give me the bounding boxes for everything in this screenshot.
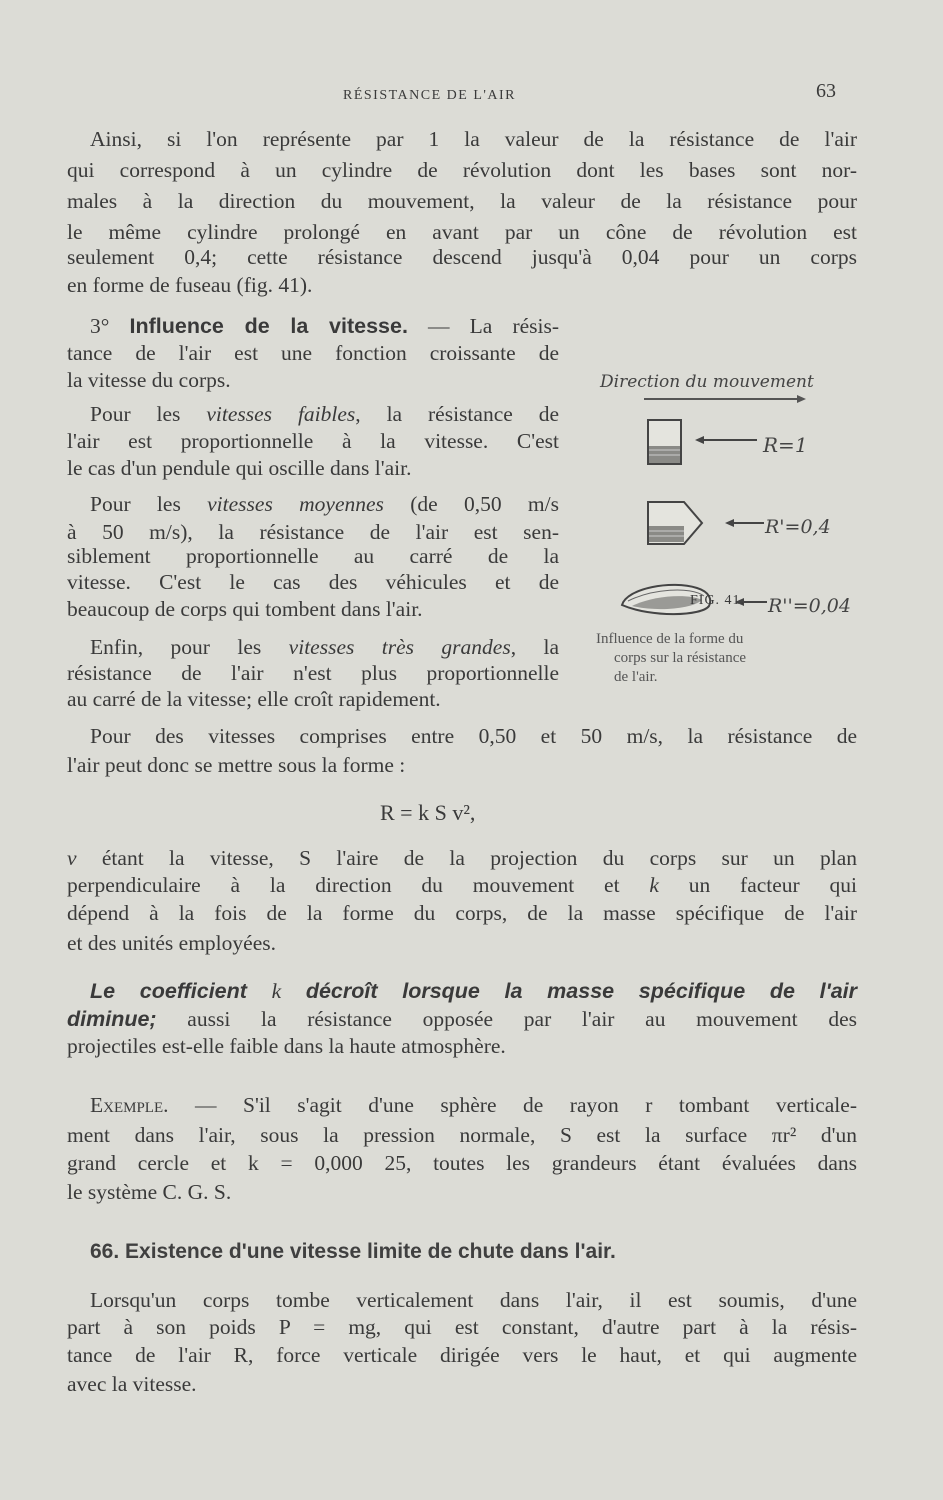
section3-title: Influence de la vitesse.: [129, 314, 408, 338]
section3-heading-line: [90, 313, 559, 339]
slow-em: vitesses faibles: [206, 402, 356, 426]
medium-line-3: siblement proportionnelle au carré de la: [67, 544, 559, 568]
slow-line-3: le cas d'un pendule qui oscille dans l'air.: [67, 456, 412, 480]
fast-line-1: [90, 634, 559, 660]
para66-line-2: part à son poids P = mg, qui est constant, d'autre part à la résis-: [67, 1315, 857, 1339]
example-label: Exemple.: [90, 1093, 169, 1117]
section3-line-1-rest: — La résis-: [407, 314, 560, 338]
medium-line-1: [90, 491, 559, 517]
caption-line-1: Influence de la forme du: [596, 631, 744, 647]
example-line-2: ment dans l'air, sous la pression normale, S est la surface πr² d'un: [67, 1123, 857, 1147]
v-line-1-text: étant la vitesse, S l'aire de la projection du corps sur un plan: [76, 846, 857, 870]
figure-caption: [596, 630, 860, 687]
range-line-2: l'air peut donc se mettre sous la forme :: [67, 753, 406, 777]
medium-line-5: beaucoup de corps qui tombent dans l'air.: [67, 597, 423, 621]
cylinder-shape: [648, 420, 681, 464]
fast-line-2: résistance de l'air n'est plus proportionnelle: [67, 661, 559, 685]
k-symbol: k: [649, 873, 659, 897]
fast-em: vitesses très grandes: [288, 635, 511, 659]
coef-bold-2: décroît lorsque la masse spécifique de l'air: [281, 979, 857, 1003]
v-line-2: [67, 872, 857, 898]
para1-line-6: en forme de fuseau (fig. 41).: [67, 273, 313, 297]
caption-line-2: corps sur la résistance: [614, 650, 747, 666]
direction-label: Direction du mouvement: [600, 372, 814, 392]
slow-post: , la résistance de: [355, 402, 559, 426]
v-line-2b: un facteur qui: [658, 873, 857, 897]
para1-line-1: Ainsi, si l'on représente par 1 la valeur de la résistance de l'air: [90, 127, 857, 151]
page-number: 63: [816, 80, 836, 102]
para1-line-5: seulement 0,4; cette résistance descend jusqu'à 0,04 pour un corps: [67, 245, 857, 269]
medium-pre: Pour les: [90, 492, 208, 516]
para66-line-3: tance de l'air R, force verticale dirigée vers le haut, et qui augmente: [67, 1343, 857, 1367]
example-line-1: [90, 1092, 857, 1118]
resistance-label-3: R''=0,04: [768, 595, 851, 617]
section3-number: 3°: [90, 314, 110, 338]
fast-line-3: au carré de la vitesse; elle croît rapidement.: [67, 687, 441, 711]
slow-line-1: [90, 401, 559, 427]
v-symbol: v: [67, 846, 77, 870]
v-line-2a: perpendiculaire à la direction du mouvement et: [67, 873, 650, 897]
example-line-1-text: — S'il s'agit d'une sphère de rayon r tombant verticale-: [168, 1093, 857, 1117]
direction-arrow: [644, 395, 806, 403]
fast-post: , la: [510, 635, 560, 659]
medium-em: vitesses moyennes: [207, 492, 384, 516]
v-line-4: et des unités employées.: [67, 931, 276, 955]
section3-line-2: tance de l'air est une fonction croissante de: [67, 341, 559, 365]
cone-cylinder-shape: [648, 502, 702, 544]
example-line-4: le système C. G. S.: [67, 1180, 232, 1204]
para1-line-2: qui correspond à un cylindre de révolution dont les bases sont nor-: [67, 158, 857, 182]
coef-line-1: [90, 978, 857, 1004]
medium-post: (de 0,50 m/s: [383, 492, 559, 516]
fast-pre: Enfin, pour les: [90, 635, 289, 659]
example-line-3: grand cercle et k = 0,000 25, toutes les grandeurs étant évaluées dans: [67, 1151, 857, 1175]
medium-line-4: vitesse. C'est le cas des véhicules et de: [67, 570, 559, 594]
coef-k: k: [271, 979, 282, 1003]
v-line-3: dépend à la fois de la forme du corps, de la masse spécifique de l'air: [67, 901, 857, 925]
section3-line-3: la vitesse du corps.: [67, 368, 231, 392]
slow-line-2: l'air est proportionnelle à la vitesse. C'est: [67, 429, 559, 453]
range-line-1: Pour des vitesses comprises entre 0,50 et 50 m/s, la résistance de: [90, 724, 857, 748]
para66-line-1: Lorsqu'un corps tombe verticalement dans l'air, il est soumis, d'une: [90, 1288, 857, 1312]
resistance-label-2: R'=0,4: [765, 516, 831, 538]
coef-line-2: [67, 1006, 857, 1032]
medium-line-2: à 50 m/s), la résistance de l'air est sen-: [67, 520, 559, 544]
para1-line-3: males à la direction du mouvement, la valeur de la résistance pour: [67, 189, 857, 213]
page-header: [0, 80, 943, 110]
caption-line-3: de l'air.: [614, 669, 658, 685]
coef-line-3: projectiles est-elle faible dans la haute atmosphère.: [67, 1034, 506, 1058]
v-line-1: [67, 845, 857, 871]
slow-pre: Pour les: [90, 402, 207, 426]
resistance-arrow-1: [695, 436, 757, 444]
para1-line-4: le même cylindre prolongé en avant par un cône de révolution est: [67, 220, 857, 244]
running-title: RÉSISTANCE DE L'AIR: [343, 88, 517, 103]
coef-bold-3: diminue;: [67, 1007, 157, 1031]
section66-heading: 66. Existence d'une vitesse limite de chute dans l'air.: [90, 1240, 616, 1263]
resistance-arrow-2: [725, 519, 764, 527]
coef-line-2-text: aussi la résistance opposée par l'air au mouvement des: [156, 1007, 857, 1031]
figure-label: FIG. 41.: [690, 593, 746, 608]
resistance-label-1: R=1: [763, 433, 808, 457]
coef-bold-1: Le coefficient: [90, 979, 272, 1003]
formula: R = k S v²,: [380, 800, 476, 825]
para66-line-4: avec la vitesse.: [67, 1372, 197, 1396]
